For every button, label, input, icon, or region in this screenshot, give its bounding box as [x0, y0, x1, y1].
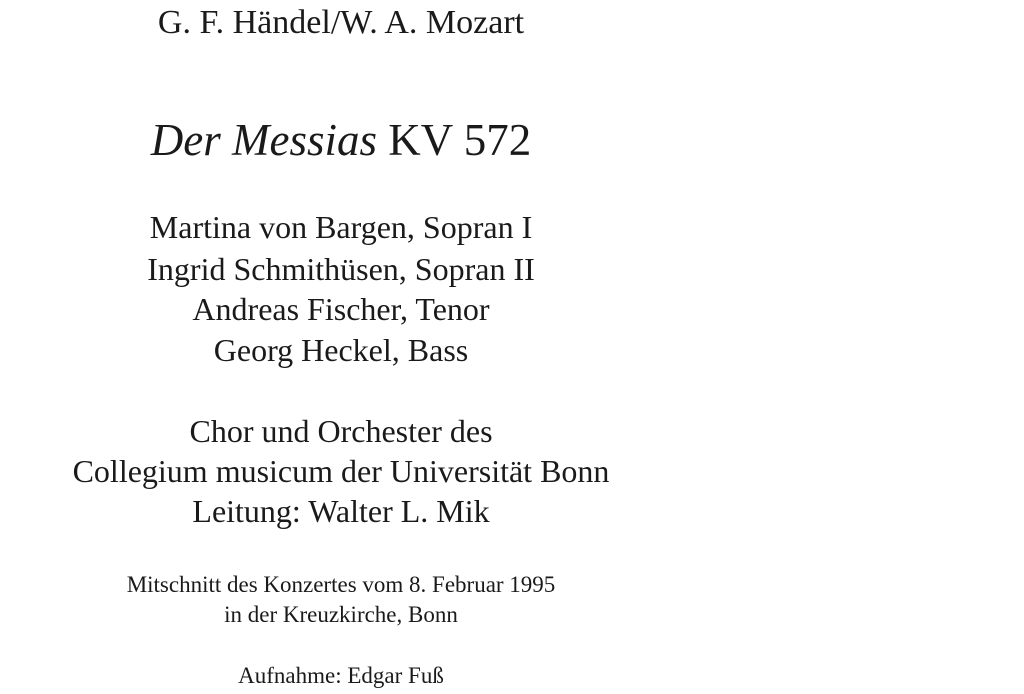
soloist-soprano-1: Martina von Bargen, Sopran I — [149, 209, 533, 245]
recording-venue-line: in der Kreuzkirche, Bonn — [224, 602, 458, 627]
soloist-soprano-2: Ingrid Schmithüsen, Sopran II — [147, 251, 535, 287]
work-catalog-number: KV 572 — [388, 115, 532, 165]
conductor-line: Leitung: Walter L. Mik — [192, 493, 490, 529]
recording-engineer-line: Aufnahme: Edgar Fuß — [238, 663, 444, 688]
ensemble-line-2: Collegium musicum der Universität Bonn — [72, 453, 610, 489]
recording-date-line: Mitschnitt des Konzertes vom 8. Februar 1995 — [126, 572, 556, 597]
soloist-bass: Georg Heckel, Bass — [213, 332, 469, 368]
work-title-italic: Der Messias — [150, 115, 378, 165]
composer-line: G. F. Händel/W. A. Mozart — [157, 4, 525, 41]
work-title — [0, 115, 682, 165]
ensemble-line-1: Chor und Orchester des — [189, 413, 493, 449]
soloist-tenor: Andreas Fischer, Tenor — [192, 291, 490, 327]
